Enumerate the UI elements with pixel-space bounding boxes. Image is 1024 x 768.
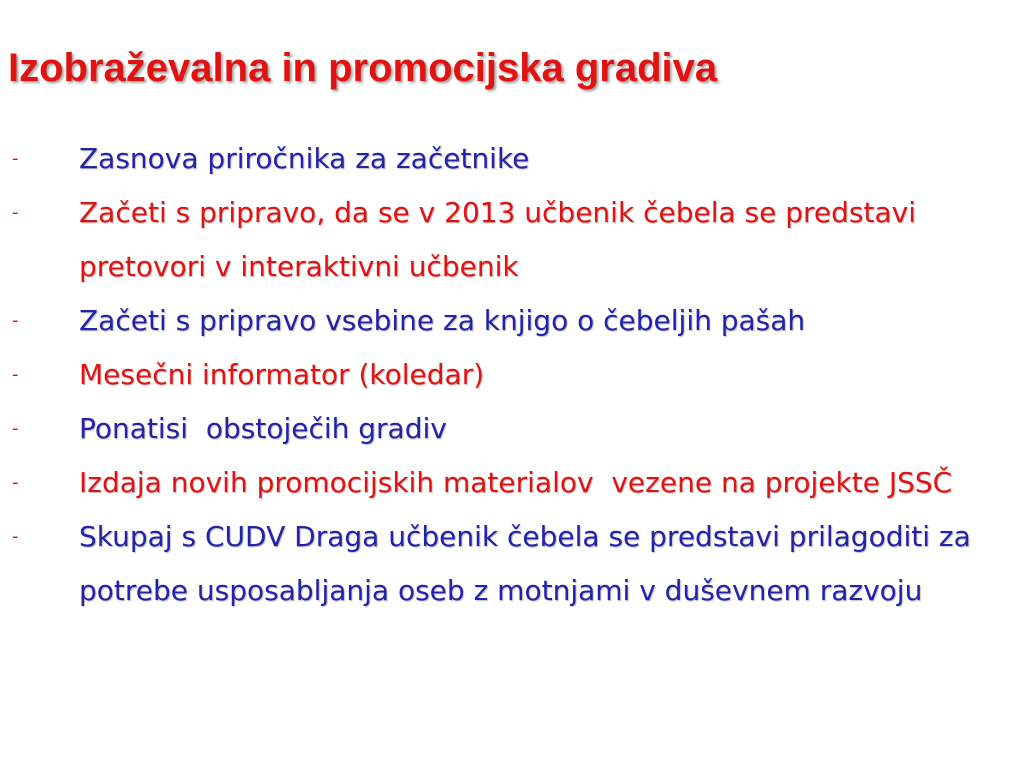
list-item bbox=[12, 510, 1017, 618]
list-item-text: Zasnova priročnika za začetnike bbox=[79, 142, 530, 175]
list-item bbox=[12, 402, 1017, 456]
list-item-text: Izdaja novih promocijskih materialov vezene na projekte JSSČ bbox=[79, 466, 953, 499]
list-item-text: Začeti s pripravo, da se v 2013 učbenik čebela se predstavi pretovori v interaktivni učbenik bbox=[79, 196, 916, 283]
list-item-text: Skupaj s CUDV Draga učbenik čebela se predstavi prilagoditi za potrebe usposabljanja oseb z motnjami v duševnem razvoju bbox=[79, 520, 971, 607]
list-item bbox=[12, 348, 1017, 402]
list-item bbox=[12, 186, 1017, 294]
list-item-text: Začeti s pripravo vsebine za knjigo o čebeljih pašah bbox=[79, 304, 806, 337]
list-item bbox=[12, 132, 1017, 186]
bullet-list bbox=[12, 132, 1017, 618]
list-item bbox=[12, 294, 1017, 348]
bullet-dash: - bbox=[12, 202, 19, 223]
bullet-dash: - bbox=[12, 364, 19, 385]
list-item-text: Mesečni informator (koledar) bbox=[79, 358, 485, 391]
bullet-dash: - bbox=[12, 526, 19, 547]
bullet-dash: - bbox=[12, 148, 19, 169]
bullet-dash: - bbox=[12, 418, 19, 439]
list-item bbox=[12, 456, 1017, 510]
bullet-dash: - bbox=[12, 472, 19, 493]
bullet-dash: - bbox=[12, 310, 19, 331]
list-item-text: Ponatisi obstoječih gradiv bbox=[79, 412, 447, 445]
slide-title: Izobraževalna in promocijska gradiva bbox=[8, 46, 718, 90]
